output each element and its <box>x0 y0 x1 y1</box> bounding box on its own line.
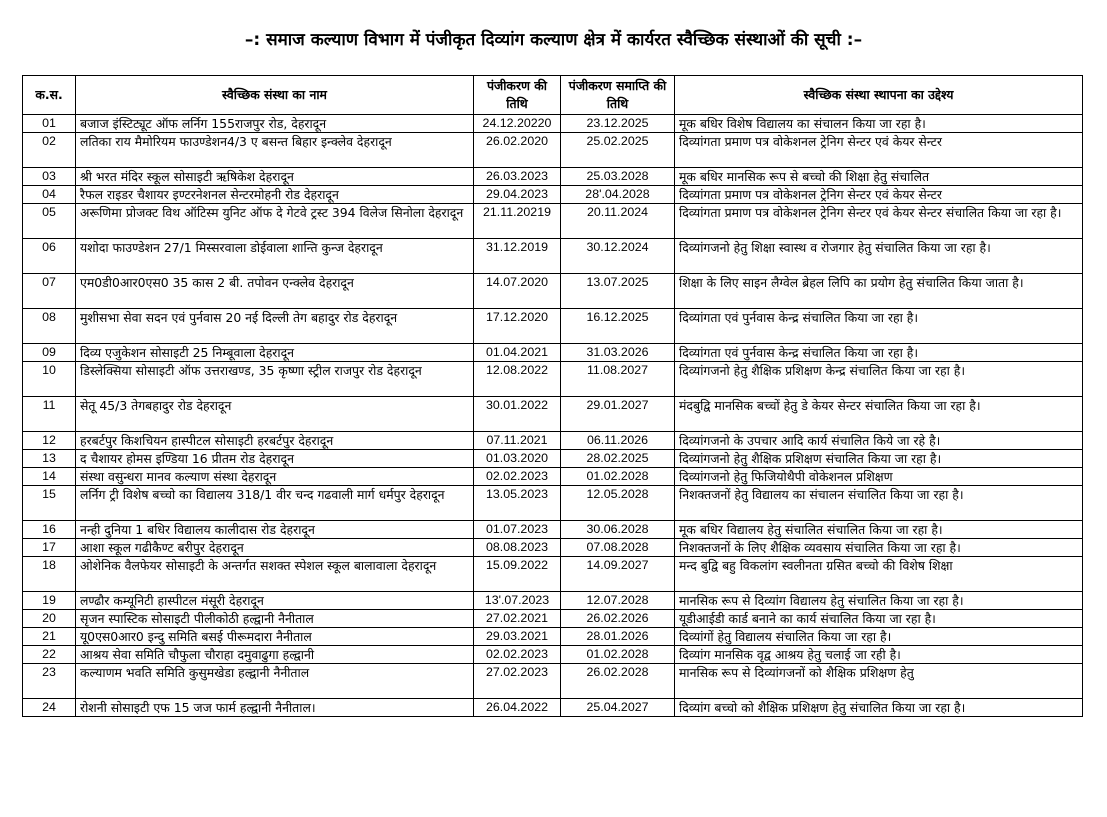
table-row <box>23 664 1083 699</box>
organization-name-cell: लण्ढौर कम्यूनिटी हास्पीटल मंसूरी देहरादून <box>76 592 474 610</box>
purpose-cell: यूडीआईडी कार्ड बनाने का कार्य संचालित किया जा रहा है। <box>675 610 1083 628</box>
table-row <box>23 628 1083 646</box>
registration-date-cell: 02.02.2023 <box>474 468 561 486</box>
expiry-date-cell: 25.02.2025 <box>561 133 675 168</box>
table-row <box>23 239 1083 274</box>
organization-name-cell: हरबर्टपुर किशचियन हास्पीटल सोसाइटी हरबर्टपुर देहरादून <box>76 432 474 450</box>
purpose-cell: दिव्यांग मानसिक वृद्व आश्रय हेतु चलाई जा रही है। <box>675 646 1083 664</box>
expiry-date-cell: 30.06.2028 <box>561 521 675 539</box>
expiry-date-cell: 31.03.2026 <box>561 344 675 362</box>
expiry-date-cell: 25.04.2027 <box>561 699 675 717</box>
organization-name-cell: आशा स्कूल गढीकैण्ट बरीपुर देहरादून <box>76 539 474 557</box>
serial-number-cell: 21 <box>23 628 76 646</box>
purpose-cell: मानसिक रूप से दिव्यांग विद्यालय हेतु संचालित किया जा रहा है। <box>675 592 1083 610</box>
registration-date-cell: 01.07.2023 <box>474 521 561 539</box>
expiry-date-cell: 28.02.2025 <box>561 450 675 468</box>
purpose-cell: मानसिक रूप से दिव्यांगजनों को शैक्षिक प्रशिक्षण हेतु <box>675 664 1083 699</box>
expiry-date-cell: 26.02.2028 <box>561 664 675 699</box>
table-header-row <box>23 76 1083 115</box>
organization-name-cell: सेतू 45/3 तेगबहादुर रोड देहरादून <box>76 397 474 432</box>
organization-name-cell: संस्था वसुन्धरा मानव कल्याण संस्था देहरादून <box>76 468 474 486</box>
serial-number-cell: 18 <box>23 557 76 592</box>
table-row <box>23 362 1083 397</box>
serial-number-cell: 22 <box>23 646 76 664</box>
table-row <box>23 646 1083 664</box>
purpose-cell: दिव्यांगजनो के उपचार आदि कार्य संचालित किये जा रहे है। <box>675 432 1083 450</box>
expiry-date-cell: 28'.04.2028 <box>561 186 675 204</box>
expiry-date-cell: 01.02.2028 <box>561 646 675 664</box>
registration-date-cell: 07.11.2021 <box>474 432 561 450</box>
serial-number-cell: 03 <box>23 168 76 186</box>
table-row <box>23 557 1083 592</box>
header-expiry-date: पंजीकरण समाप्ति की तिथि <box>561 76 675 115</box>
expiry-date-cell: 20.11.2024 <box>561 204 675 239</box>
table-row <box>23 344 1083 362</box>
organization-name-cell: द चैशायर होमस इण्डिया 16 प्रीतम रोड देहरादून <box>76 450 474 468</box>
registration-date-cell: 14.07.2020 <box>474 274 561 309</box>
serial-number-cell: 13 <box>23 450 76 468</box>
expiry-date-cell: 14.09.2027 <box>561 557 675 592</box>
expiry-date-cell: 06.11.2026 <box>561 432 675 450</box>
table-row <box>23 309 1083 344</box>
organization-name-cell: कल्याणम भवति समिति कुसुमखेडा हल्द्वानी नैनीताल <box>76 664 474 699</box>
organizations-table <box>22 75 1083 717</box>
organization-name-cell: यू0एस0आर0 इन्दु समिति बसई पीरूमदारा नैनीताल <box>76 628 474 646</box>
purpose-cell: निशक्तजनों के लिए शैक्षिक व्यवसाय संचालित किया जा रहा है। <box>675 539 1083 557</box>
purpose-cell: मूक बधिर मानसिक रूप से बच्चो की शिक्षा हेतु संचालित <box>675 168 1083 186</box>
registration-date-cell: 26.02.2020 <box>474 133 561 168</box>
purpose-cell: दिव्यांगजनो हेतु शिक्षा स्वास्थ व रोजगार हेतु संचालित किया जा रहा है। <box>675 239 1083 274</box>
purpose-cell: दिव्यांगता एवं पुर्नवास केन्द्र संचालित किया जा रहा है। <box>675 309 1083 344</box>
organization-name-cell: अरूणिमा प्रोजक्ट विथ ऑटिस्म युनिट ऑफ दे गेटवे ट्रस्ट 394 विलेज सिनोला देहरादून <box>76 204 474 239</box>
organization-name-cell: ओशेनिक वैलफेयर सोसाइटी के अन्तर्गत सशक्त स्पेशल स्कूल बालावाला देहरादून <box>76 557 474 592</box>
registration-date-cell: 27.02.2021 <box>474 610 561 628</box>
serial-number-cell: 02 <box>23 133 76 168</box>
registration-date-cell: 13.05.2023 <box>474 486 561 521</box>
purpose-cell: दिव्यांगों हेतु विद्यालय संचालित किया जा रहा है। <box>675 628 1083 646</box>
registration-date-cell: 26.04.2022 <box>474 699 561 717</box>
expiry-date-cell: 28.01.2026 <box>561 628 675 646</box>
organization-name-cell: रैफल राइडर चैशायर इण्टरनेशनल सेन्टरमोहनी रोड देहरादून <box>76 186 474 204</box>
header-registration-date: पंजीकरण की तिथि <box>474 76 561 115</box>
organization-name-cell: यशोदा फाउण्डेशन 27/1 मिस्सरवाला डोईवाला शान्ति कुन्ज देहरादून <box>76 239 474 274</box>
purpose-cell: दिव्यांगता प्रमाण पत्र वोकेशनल ट्रेनिग सेन्टर एवं केयर सेन्टर <box>675 186 1083 204</box>
serial-number-cell: 04 <box>23 186 76 204</box>
purpose-cell: मूक बधिर विद्यालय हेतु संचालित संचालित किया जा रहा है। <box>675 521 1083 539</box>
page-title: –: समाज कल्याण विभाग में पंजीकृत दिव्यांग कल्याण क्षेत्र में कार्यरत स्वैच्छिक संस्थाओं की सूची :– <box>244 30 863 50</box>
serial-number-cell: 20 <box>23 610 76 628</box>
registration-date-cell: 30.01.2022 <box>474 397 561 432</box>
serial-number-cell: 17 <box>23 539 76 557</box>
registration-date-cell: 29.03.2021 <box>474 628 561 646</box>
registration-date-cell: 02.02.2023 <box>474 646 561 664</box>
table-row <box>23 133 1083 168</box>
organization-name-cell: मुशीसभा सेवा सदन एवं पुर्नवास 20 नई दिल्ली तेग बहादुर रोड देहरादून <box>76 309 474 344</box>
organization-name-cell: रोशनी सोसाइटी एफ 15 जज फार्म हल्द्वानी नैनीताल। <box>76 699 474 717</box>
registration-date-cell: 08.08.2023 <box>474 539 561 557</box>
registration-date-cell: 13'.07.2023 <box>474 592 561 610</box>
table-row <box>23 521 1083 539</box>
organization-name-cell: लर्निग ट्री विशेष बच्चो का विद्यालय 318/1 वीर चन्द गढवाली मार्ग धर्मपुर देहरादून <box>76 486 474 521</box>
table-row <box>23 397 1083 432</box>
organization-name-cell: श्री भरत मंदिर स्कूल सोसाइटी ऋषिकेश देहरादून <box>76 168 474 186</box>
registration-date-cell: 12.08.2022 <box>474 362 561 397</box>
serial-number-cell: 15 <box>23 486 76 521</box>
registration-date-cell: 15.09.2022 <box>474 557 561 592</box>
serial-number-cell: 05 <box>23 204 76 239</box>
serial-number-cell: 10 <box>23 362 76 397</box>
organization-name-cell: लतिका राय मैमोरियम फाउण्डेशन4/3 ए बसन्त बिहार इन्क्लेव देहरादून <box>76 133 474 168</box>
organization-name-cell: सृजन स्पास्टिक सोसाइटी पीलीकोठी हल्द्वानी नैनीताल <box>76 610 474 628</box>
organization-name-cell: दिव्य एजुकेशन सोसाइटी 25 निम्बूवाला देहरादून <box>76 344 474 362</box>
table-row <box>23 539 1083 557</box>
organization-name-cell: नन्ही दुनिया 1 बधिर विद्यालय कालीदास रोड देहरादून <box>76 521 474 539</box>
serial-number-cell: 07 <box>23 274 76 309</box>
table-row <box>23 204 1083 239</box>
expiry-date-cell: 16.12.2025 <box>561 309 675 344</box>
purpose-cell: निशक्तजनों हेतु विद्यालय का संचालन संचालित किया जा रहा है। <box>675 486 1083 521</box>
header-organization-name: स्वैच्छिक संस्था का नाम <box>76 76 474 115</box>
table-row <box>23 168 1083 186</box>
serial-number-cell: 12 <box>23 432 76 450</box>
registration-date-cell: 31.12.2019 <box>474 239 561 274</box>
organization-name-cell: एम0डी0आर0एस0 35 कास 2 बी. तपोवन एन्क्लेव देहरादून <box>76 274 474 309</box>
organization-name-cell: डिस्लेक्सिया सोसाइटी ऑफ उत्तराखण्ड, 35 कृष्णा स्ट्रील राजपुर रोड देहरादून <box>76 362 474 397</box>
table-row <box>23 468 1083 486</box>
table-row <box>23 115 1083 133</box>
header-purpose: स्वैच्छिक संस्था स्थापना का उद्देश्य <box>675 76 1083 115</box>
purpose-cell: दिव्यांगता प्रमाण पत्र वोकेशनल ट्रेनिग सेन्टर एवं केयर सेन्टर संचालित किया जा रहा है। <box>675 204 1083 239</box>
purpose-cell: दिव्यांगता प्रमाण पत्र वोकेशनल ट्रेनिग सेन्टर एवं केयर सेन्टर <box>675 133 1083 168</box>
purpose-cell: शिक्षा के लिए साइन लैग्वेल ब्रेहल लिपि का प्रयोग हेतु संचालित किया जाता है। <box>675 274 1083 309</box>
expiry-date-cell: 25.03.2028 <box>561 168 675 186</box>
serial-number-cell: 11 <box>23 397 76 432</box>
expiry-date-cell: 26.02.2026 <box>561 610 675 628</box>
table-row <box>23 699 1083 717</box>
registration-date-cell: 01.03.2020 <box>474 450 561 468</box>
serial-number-cell: 23 <box>23 664 76 699</box>
table-row <box>23 186 1083 204</box>
organization-name-cell: आश्रय सेवा समिति चौफुला चौराहा दमुवाढुगा हल्द्वानी <box>76 646 474 664</box>
table-row <box>23 486 1083 521</box>
expiry-date-cell: 11.08.2027 <box>561 362 675 397</box>
table-row <box>23 592 1083 610</box>
table-row <box>23 450 1083 468</box>
serial-number-cell: 14 <box>23 468 76 486</box>
expiry-date-cell: 12.05.2028 <box>561 486 675 521</box>
serial-number-cell: 24 <box>23 699 76 717</box>
registration-date-cell: 21.11.20219 <box>474 204 561 239</box>
table-row <box>23 610 1083 628</box>
serial-number-cell: 01 <box>23 115 76 133</box>
registration-date-cell: 27.02.2023 <box>474 664 561 699</box>
organization-name-cell: बजाज इंस्टिट्यूट ऑफ लर्निग 155राजपुर रोड, देहरादून <box>76 115 474 133</box>
expiry-date-cell: 13.07.2025 <box>561 274 675 309</box>
registration-date-cell: 24.12.20220 <box>474 115 561 133</box>
serial-number-cell: 08 <box>23 309 76 344</box>
purpose-cell: मूक बधिर विशेष विद्यालय का संचालन किया जा रहा है। <box>675 115 1083 133</box>
registration-date-cell: 17.12.2020 <box>474 309 561 344</box>
registration-date-cell: 29.04.2023 <box>474 186 561 204</box>
header-serial-number: क.स. <box>23 76 76 115</box>
expiry-date-cell: 01.02.2028 <box>561 468 675 486</box>
serial-number-cell: 19 <box>23 592 76 610</box>
expiry-date-cell: 12.07.2028 <box>561 592 675 610</box>
expiry-date-cell: 07.08.2028 <box>561 539 675 557</box>
serial-number-cell: 06 <box>23 239 76 274</box>
purpose-cell: दिव्यांगता एवं पुर्नवास केन्द्र संचालित किया जा रहा है। <box>675 344 1083 362</box>
registration-date-cell: 26.03.2023 <box>474 168 561 186</box>
table-row <box>23 274 1083 309</box>
expiry-date-cell: 30.12.2024 <box>561 239 675 274</box>
purpose-cell: दिव्यांगजनो हेतु फिजियोथैपी वोकेशनल प्रशिक्षण <box>675 468 1083 486</box>
serial-number-cell: 16 <box>23 521 76 539</box>
expiry-date-cell: 23.12.2025 <box>561 115 675 133</box>
purpose-cell: दिव्यांगजनो हेतु शैक्षिक प्रशिक्षण केन्द्र संचालित किया जा रहा है। <box>675 362 1083 397</box>
purpose-cell: मंदबुद्वि मानसिक बच्चों हेतु डे केयर सेन्टर संचालित किया जा रहा है। <box>675 397 1083 432</box>
serial-number-cell: 09 <box>23 344 76 362</box>
expiry-date-cell: 29.01.2027 <box>561 397 675 432</box>
purpose-cell: दिव्यांग बच्चो को शैक्षिक प्रशिक्षण हेतु संचालित किया जा रहा है। <box>675 699 1083 717</box>
purpose-cell: दिव्यांगजनो हेतु शैक्षिक प्रशिक्षण संचालित किया जा रहा है। <box>675 450 1083 468</box>
table-row <box>23 432 1083 450</box>
registration-date-cell: 01.04.2021 <box>474 344 561 362</box>
table-body <box>23 115 1083 717</box>
purpose-cell: मन्द बुद्वि बहु विकलांग स्वलीनता ग्रसित बच्चो की विशेष शिक्षा <box>675 557 1083 592</box>
